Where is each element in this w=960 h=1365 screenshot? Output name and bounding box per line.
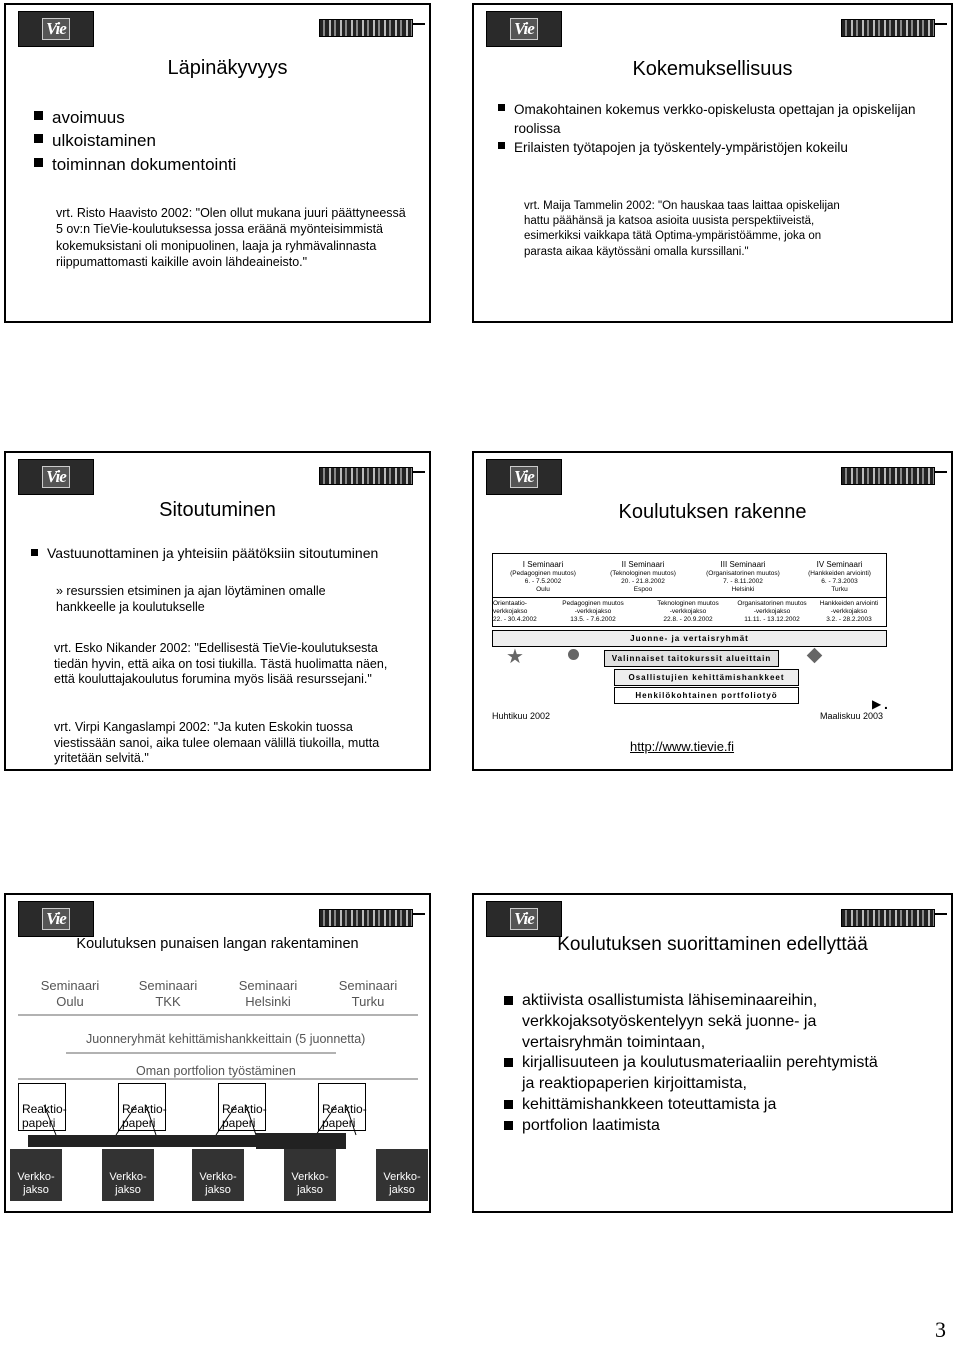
slide-title: Koulutuksen punaisen langan rakentaminen: [76, 936, 359, 952]
bar-taitokurssit: Valinnaiset taitokurssit alueittain: [604, 650, 779, 667]
square-bullet-icon: [504, 996, 513, 1005]
slide-6: [472, 893, 953, 1213]
seminar-box: I Seminaari (Pedagoginen muutos) 6. - 7.5.2002 Oulu: [510, 560, 576, 594]
list-item: kirjallisuuteen ja koulutusmateriaaliin perehtymistä ja reaktiopaperien kirjoittamista,: [504, 1053, 884, 1095]
bullet-list: [504, 991, 884, 1137]
slide-title: Kokemuksellisuus: [632, 58, 793, 80]
header-rule: [413, 471, 425, 473]
header-barcode-icon: [319, 467, 413, 485]
quote-text: vrt. Maija Tammelin 2002: "On hauskaa taas laittaa opiskelijan hattu päähänsä ja katsoa asioita uusista perspektiiveistä, esimerkiksi vaikkapa tätä Optima-ympäristöämme, joka on parasta aikaa käytössäni omalla kurssillani.": [524, 200, 840, 258]
header-barcode-icon: [841, 467, 935, 485]
reaktiopaperi-box: Reaktio- paperi: [18, 1083, 66, 1131]
slide-title: Koulutuksen rakenne: [618, 501, 807, 523]
bullet-list: [31, 545, 391, 563]
tievie-logo: [18, 11, 94, 47]
reaktiopaperi-box: Reaktio- paperi: [318, 1083, 366, 1131]
reaktiopaperi-box: Reaktio- paperi: [218, 1083, 266, 1131]
slide-2: [472, 3, 953, 323]
seminar-label: Seminaari TKK: [138, 978, 198, 1009]
tievie-logo: Vie: [18, 459, 94, 495]
end-dot: .: [884, 696, 888, 712]
tievie-link[interactable]: http://www.tievie.fi: [630, 739, 735, 754]
verkkojakso-box: Verkko- jakso: [376, 1149, 428, 1201]
period-label: Organisatorinen muutos -verkkojakso 11.11. - 13.12.2002: [737, 600, 807, 624]
star-icon: ★: [506, 646, 524, 668]
list-item: portfolion laatimista: [504, 1116, 884, 1137]
square-bullet-icon: [498, 142, 505, 149]
tievie-logo: Vie: [18, 901, 94, 937]
circle-icon: [568, 649, 579, 660]
bar-kehittamishankkeet: Osallistujien kehittämishankkeet: [614, 669, 799, 686]
juonne-label: Juonneryhmät kehittämishankkeittain (5 juonnetta): [86, 1032, 366, 1046]
slide-4: [472, 451, 953, 771]
portfolio-label: Oman portfolion työstäminen: [136, 1064, 296, 1078]
quote-text: vrt. Esko Nikander 2002: "Edellisestä TieVie-koulutuksesta tiedän hyvin, että aika on tosi tiukilla. Tästä huolimatta näen, että kouluttajakoulutus forumina myös lisää resurssejani.": [54, 641, 388, 687]
header-rule: [413, 23, 425, 25]
list-item: Erilaisten työtapojen ja työskentely-ympäristöjen kokeilu: [498, 138, 918, 157]
bullet-list: [498, 100, 918, 157]
sub-item: » resurssien etsiminen ja ajan löytäminen omalle hankkeelle ja koulutukselle: [56, 584, 326, 614]
square-bullet-icon: [504, 1058, 513, 1067]
list-item: kehittämishankkeen toteuttamista ja: [504, 1095, 884, 1116]
verkkojakso-box: Verkko- jakso: [102, 1149, 154, 1201]
tievie-logo: Vie: [486, 11, 562, 47]
bar-portfoliotyo: Henkilökohtainen portfoliotyö: [614, 687, 799, 704]
period-label: Hankkeiden arviointi -verkkojakso 3.2. - 28.2.2003: [819, 600, 879, 624]
timeline-start: Huhtikuu 2002: [492, 711, 551, 721]
square-bullet-icon: [31, 549, 38, 556]
header-barcode-icon: [319, 19, 413, 37]
period-row: [492, 597, 887, 627]
seminar-box: IV Seminaari (Hankkeiden arviointi) 6. - 7.3.2003 Turku: [808, 560, 871, 594]
bar-juonne: Juonne- ja vertaisryhmät: [492, 630, 887, 647]
header-rule: [935, 913, 947, 915]
slide-title: Sitoutuminen: [159, 499, 276, 521]
slide-3: [4, 451, 431, 771]
header-rule: [935, 471, 947, 473]
tievie-logo: Vie: [486, 901, 562, 937]
list-item: Omakohtainen kokemus verkko-opiskelusta opettajan ja opiskelijan roolissa: [498, 100, 918, 138]
seminar-box: II Seminaari (Teknologinen muutos) 20. - 21.8.2002 Espoo: [610, 560, 676, 594]
list-item: avoimuus: [34, 106, 414, 129]
slide-title: Koulutuksen suorittaminen edellyttää: [557, 934, 868, 955]
slide-title: Läpinäkyvyys: [167, 57, 288, 79]
header-rule: [935, 23, 947, 25]
square-bullet-icon: [34, 158, 43, 167]
square-bullet-icon: [498, 104, 505, 111]
list-item: aktiivista osallistumista lähiseminaareihin, verkkojaksotyöskentelyyn sekä juonne- ja vertaisryhmän toimintaan,: [504, 991, 884, 1053]
header-barcode-icon: [841, 909, 935, 927]
square-bullet-icon: [504, 1121, 513, 1130]
verkkojakso-box: Verkko- jakso: [192, 1149, 244, 1201]
period-label: Teknologinen muutos -verkkojakso 22.8. - 20.9.2002: [657, 600, 719, 624]
seminar-label: Seminaari Helsinki: [238, 978, 298, 1009]
page-number: 3: [935, 1317, 946, 1342]
list-item: toiminnan dokumentointi: [34, 153, 414, 176]
timeline-end: Maaliskuu 2003: [819, 711, 883, 721]
seminar-label: Seminaari Turku: [338, 978, 398, 1009]
header-barcode-icon: [841, 19, 935, 37]
tievie-logo: Vie: [486, 459, 562, 495]
verkkojakso-box: Verkko- jakso: [10, 1149, 62, 1201]
verkkojakso-box: Verkko- jakso: [284, 1149, 336, 1201]
logo-text: Vie: [42, 18, 70, 40]
seminar-label: Seminaari Oulu: [40, 978, 100, 1009]
list-item: ulkoistaminen: [34, 129, 414, 152]
seminar-box: III Seminaari (Organisatorinen muutos) 7. - 8.11.2002 Helsinki: [706, 560, 780, 594]
period-label: Orientaatio- verkkojakso 22. - 30.4.2002: [493, 600, 537, 624]
square-bullet-icon: [34, 134, 43, 143]
arrow-end-icon: ▶: [872, 697, 882, 711]
slide-1: [4, 3, 431, 323]
square-bullet-icon: [504, 1100, 513, 1109]
bullet-list: [34, 106, 414, 176]
diamond-icon: [807, 648, 823, 664]
list-item: Vastuunottaminen ja yhteisiin päätöksiin sitoutuminen: [31, 545, 391, 563]
quote-text: vrt. Virpi Kangaslampi 2002: "Ja kuten Eskokin tuossa viestissään sanoi, aika tulee olemaan välillä tiukoilla, mutta yritetään selvitä.": [54, 720, 380, 766]
quote-text: vrt. Risto Haavisto 2002: "Olen ollut mukana juuri päättyneessä 5 ov:n TieVie-koulutuksessa jossa eräänä myönteisimmistä kokemuksistani oli monipuolinen, laaja ja ryhmävalinnasta riippumattomasti kaikille avoin lähdeaineisto.": [56, 206, 406, 269]
period-label: Pedagoginen muutos -verkkojakso 13.5. - 7.6.2002: [562, 600, 624, 624]
slide-5: [4, 893, 431, 1213]
reaktiopaperi-box: Reaktio- paperi: [118, 1083, 166, 1131]
square-bullet-icon: [34, 111, 43, 120]
